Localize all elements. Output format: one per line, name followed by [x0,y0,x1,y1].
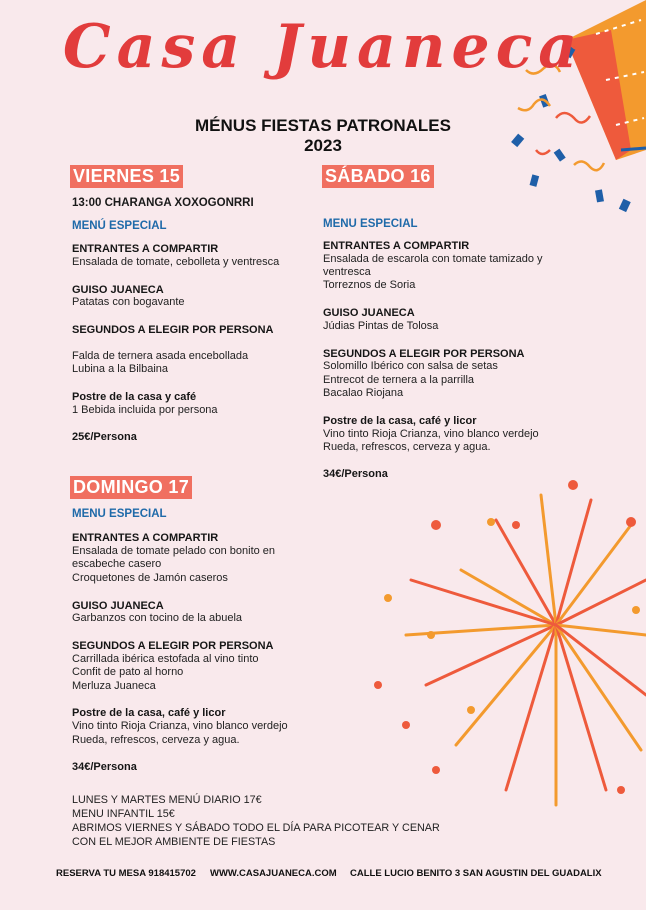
day-badge-domingo: DOMINGO 17 [70,476,192,499]
sabado-s2-l1: Júdias Pintas de Tolosa [323,320,439,332]
sabado-s4-head: Postre de la casa, café y licor [323,415,477,427]
domingo-s4-l1: Vino tinto Rioja Crianza, vino blanco verdejo [72,720,288,732]
sabado-s1-l3: Torreznos de Soria [323,279,416,291]
domingo-s3-l3: Merluza Juaneca [72,680,156,692]
sabado-s1-head: ENTRANTES A COMPARTIR [323,240,470,252]
viernes-s4-head: Postre de la casa y café [72,391,197,403]
sabado-menu-label: MENU ESPECIAL [323,218,418,230]
sabado-s3-l3: Bacalao Riojana [323,387,404,399]
domingo-s3-l1: Carrillada ibérica estofada al vino tinto [72,653,259,665]
domingo-s1-head: ENTRANTES A COMPARTIR [72,532,219,544]
domingo-s3-l2: Confit de pato al horno [72,666,184,678]
info-line-2: MENU INFANTIL 15€ [72,808,175,820]
footer-reserve: RESERVA TU MESA 918415702 [56,868,196,879]
domingo-s4-head: Postre de la casa, café y licor [72,707,226,719]
sabado-s1-l1: Ensalada de escarola con tomate tamizado y [323,253,543,265]
viernes-s1-l1: Ensalada de tomate, cebolleta y ventresca [72,256,280,268]
domingo-s1-l3: Croquetones de Jamón caseros [72,572,228,584]
sabado-s4-l1: Vino tinto Rioja Crianza, vino blanco verdejo [323,428,539,440]
sabado-s1-l2: ventresca [323,266,371,278]
viernes-s3-l2: Lubina a la Bilbaina [72,363,169,375]
fireworks-icon [366,470,646,830]
domingo-s1-l2: escabeche casero [72,558,162,570]
sabado-price: 34€/Persona [323,468,388,480]
domingo-s4-l2: Rueda, refrescos, cerveza y agua. [72,734,240,746]
viernes-menu-label: MENÚ ESPECIAL [72,220,167,232]
page-title: MÉNUS FIESTAS PATRONALES [195,116,451,135]
sabado-s3-head: SEGUNDOS A ELEGIR POR PERSONA [323,348,525,360]
day-badge-sabado: SÁBADO 16 [322,165,434,188]
day-badge-viernes: VIERNES 15 [70,165,183,188]
viernes-event: 13:00 CHARANGA XOXOGONRRI [72,197,254,209]
sabado-s3-l2: Entrecot de ternera a la parrilla [323,374,475,386]
viernes-s2-head: GUISO JUANECA [72,284,164,296]
viernes-price: 25€/Persona [72,431,137,443]
info-line-4: CON EL MEJOR AMBIENTE DE FIESTAS [72,836,276,848]
brand-logo: Casa Juaneca [62,12,584,82]
domingo-s1-l1: Ensalada de tomate pelado con bonito en [72,545,276,557]
viernes-s4-l1: 1 Bebida incluida por persona [72,404,218,416]
sabado-s4-l2: Rueda, refrescos, cerveza y agua. [323,441,491,453]
footer-address: CALLE LUCIO BENITO 3 SAN AGUSTIN DEL GUADALIX [350,868,602,879]
viernes-s2-l1: Patatas con bogavante [72,296,185,308]
footer-website: WWW.CASAJUANECA.COM [210,868,337,879]
viernes-s1-head: ENTRANTES A COMPARTIR [72,243,219,255]
info-line-3: ABRIMOS VIERNES Y SÁBADO TODO EL DÍA PARA PICOTEAR Y CENAR [72,822,440,834]
page-year: 2023 [304,136,342,155]
sabado-s2-head: GUISO JUANECA [323,307,415,319]
domingo-menu-label: MENU ESPECIAL [72,508,167,520]
sabado-s3-l1: Solomillo Ibérico con salsa de setas [323,360,498,372]
domingo-s2-head: GUISO JUANECA [72,600,164,612]
viernes-s3-l1: Falda de ternera asada encebollada [72,350,249,362]
domingo-s2-l1: Garbanzos con tocino de la abuela [72,612,243,624]
domingo-s3-head: SEGUNDOS A ELEGIR POR PERSONA [72,640,274,652]
domingo-price: 34€/Persona [72,761,137,773]
info-line-1: LUNES Y MARTES MENÚ DIARIO 17€ [72,794,262,806]
viernes-s3-head: SEGUNDOS A ELEGIR POR PERSONA [72,324,274,336]
